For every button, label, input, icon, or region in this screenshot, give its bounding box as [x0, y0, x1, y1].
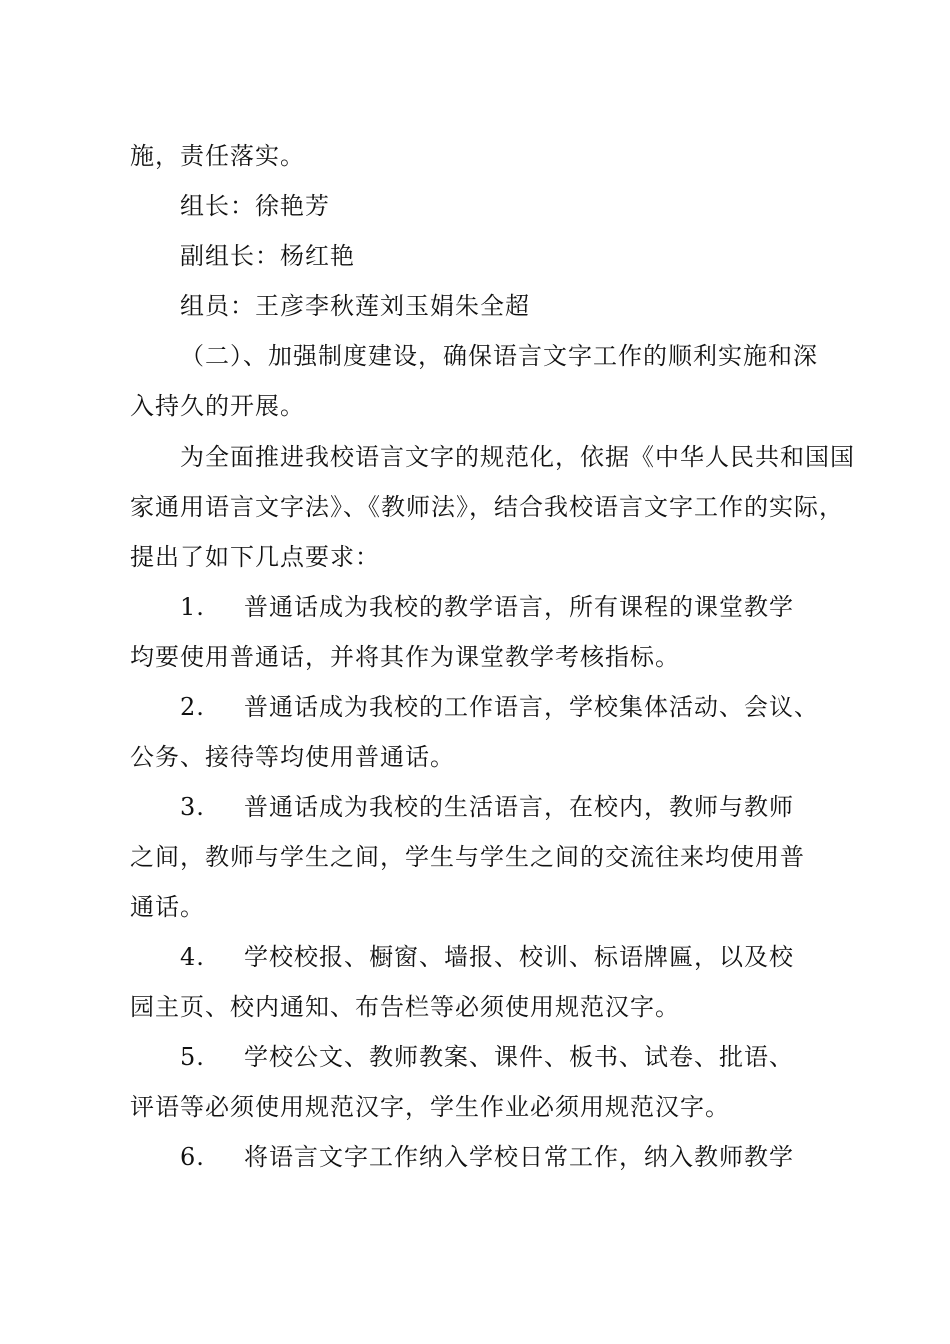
section-heading-continued: 入持久的开展。: [130, 392, 305, 420]
intro-paragraph-line: 家通用语言文字法》、《教师法》，结合我校语言文字工作的实际，: [130, 493, 844, 521]
list-item-number: 2.: [180, 693, 205, 721]
list-item-number: 6.: [180, 1143, 205, 1171]
list-item-number: 4.: [180, 943, 205, 971]
list-item-text: 将语言文字工作纳入学校日常工作，纳入教师教学: [244, 1143, 794, 1171]
list-item: [180, 942, 794, 972]
group-leader: 组长：徐艳芳: [180, 192, 330, 220]
list-item: [180, 1142, 794, 1172]
list-item-text: 普通话成为我校的生活语言，在校内，教师与教师: [244, 793, 794, 821]
intro-paragraph: 为全面推进我校语言文字的规范化，依据《中华人民共和国国: [180, 443, 855, 471]
intro-paragraph-line: 提出了如下几点要求：: [130, 543, 380, 571]
list-item-continued: 之间，教师与学生之间，学生与学生之间的交流往来均使用普: [130, 843, 805, 871]
list-item-text: 普通话成为我校的工作语言，学校集体活动、会议、: [244, 693, 819, 721]
list-item-number: 5.: [180, 1043, 205, 1071]
section-heading: （二）、加强制度建设，确保语言文字工作的顺利实施和深: [180, 342, 818, 370]
list-item-text: 学校校报、橱窗、墙报、校训、标语牌匾，以及校: [244, 943, 794, 971]
list-item-text: 学校公文、教师教案、课件、板书、试卷、批语、: [244, 1043, 794, 1071]
text-line: 施，责任落实。: [130, 142, 305, 170]
list-item: [180, 792, 794, 822]
list-item-continued: 通话。: [130, 893, 205, 921]
list-item-text: 普通话成为我校的教学语言，所有课程的课堂教学: [244, 593, 794, 621]
deputy-group-leader: 副组长：杨红艳: [180, 242, 355, 270]
list-item-continued: 评语等必须使用规范汉字，学生作业必须用规范汉字。: [130, 1093, 730, 1121]
list-item-number: 3.: [180, 793, 205, 821]
list-item-number: 1.: [180, 593, 205, 621]
group-members: 组员：王彦李秋莲刘玉娟朱全超: [180, 292, 530, 320]
list-item: [180, 592, 794, 622]
list-item: [180, 1042, 794, 1072]
list-item: [180, 692, 819, 722]
list-item-continued: 均要使用普通话，并将其作为课堂教学考核指标。: [130, 643, 680, 671]
list-item-continued: 公务、接待等均使用普通话。: [130, 743, 455, 771]
list-item-continued: 园主页、校内通知、布告栏等必须使用规范汉字。: [130, 993, 680, 1021]
